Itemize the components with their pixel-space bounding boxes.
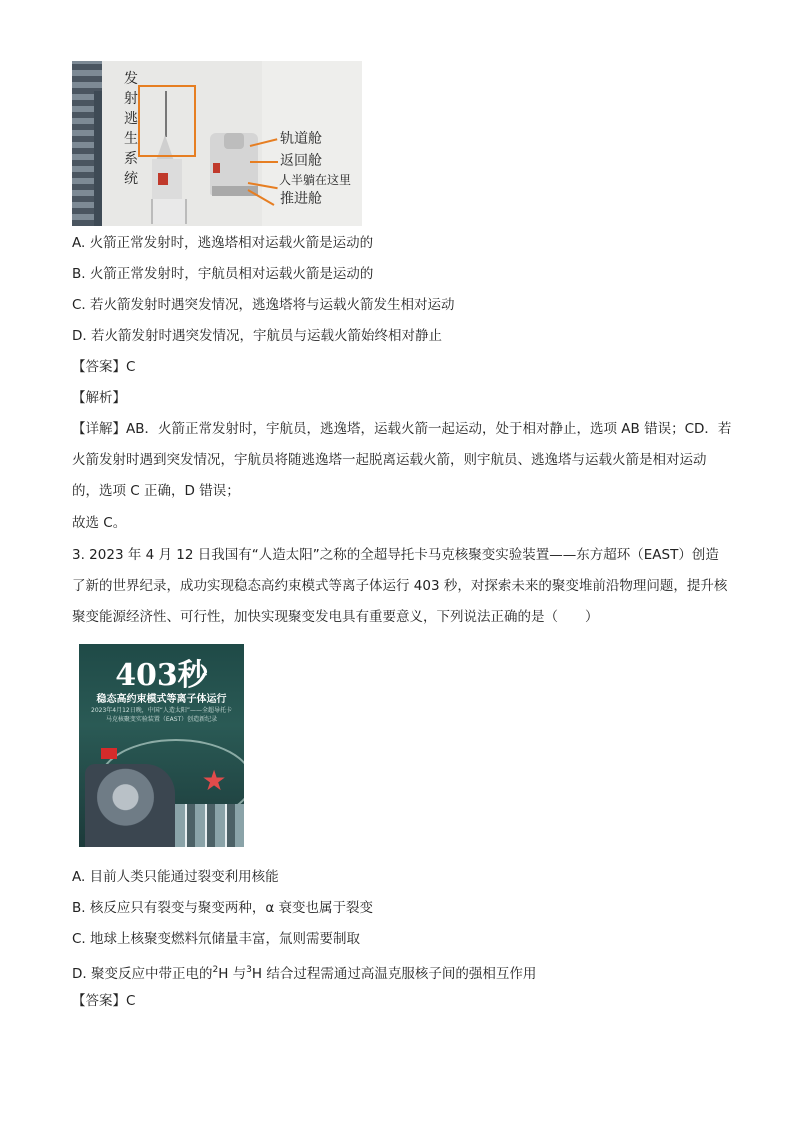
q2-option-d: D. 若火箭发射时遇突发情况，宇航员与运载火箭始终相对静止: [72, 328, 442, 344]
rocket-figure: [72, 61, 362, 226]
q3-option-d: [72, 960, 536, 984]
q3-answer-line: [72, 991, 135, 1011]
q2-conclusion: 故选 C。: [72, 515, 127, 531]
q2-option-a: A. 火箭正常发射时，逃逸塔相对运载火箭是运动的: [72, 235, 374, 251]
mass-number-2: 2: [212, 965, 219, 975]
label-char: 射: [124, 91, 138, 107]
escape-system-highlight: [138, 85, 196, 157]
tokamak-machine: [85, 764, 175, 847]
option-d-prefix: D. 聚变反应中带正电的: [72, 966, 213, 982]
label-char: 发: [124, 71, 138, 87]
star-icon: ★: [201, 764, 227, 797]
flag-mark: [158, 173, 168, 185]
q3-stem: 3. 2023 年 4 月 12 日我国有“人造太阳”之称的全超导托卡马克核聚变实验装置——东方超环（EAST）创造了新的世界纪录，成功实现稳态高约束模式等离子体运行 403 秒，对探索未来的聚变堆前沿物理问题，提升核聚变能源经济性、可行性，加快实现聚变发电具有重要意义，下列说法正确的是（ ）: [72, 547, 728, 625]
answer-tag: 【答案】: [72, 993, 126, 1009]
q3-option-a: A. 目前人类只能通过裂变利用核能: [72, 869, 279, 885]
option-d-rest: H 结合过程需通过高温克服核子间的强相互作用: [251, 966, 537, 982]
q2-option-c: C. 若火箭发射时遇突发情况，逃逸塔将与运载火箭发生相对运动: [72, 297, 455, 313]
answer-value: C: [126, 359, 136, 375]
flag-icon: [101, 748, 117, 759]
poster-description: 2023年4月12日晚，中国“人造太阳”——全超导托卡马克核聚变实验装置（EAST）创造新纪录: [91, 707, 232, 723]
label-propulsion-module: 推进舱: [280, 191, 322, 207]
arrow-return: [250, 161, 278, 163]
rocket-body: [151, 199, 187, 224]
detail-tag: 【详解】: [72, 421, 126, 437]
answer-tag: 【答案】: [72, 359, 126, 375]
q2-analysis-tag: 【解析】: [72, 390, 126, 406]
detail-text: AB．火箭正常发射时，宇航员，逃逸塔，运载火箭一起运动，处于相对静止，选项 AB 错误；CD．若火箭发射时遇到突发情况，宇航员将随逃逸塔一起脱离运载火箭，则宇航员、逃逸塔与运载火箭是相对运动的，选项 C 正确，D 错误；: [72, 421, 732, 499]
poster-subtitle: 稳态高约束模式等离子体运行: [96, 694, 227, 705]
poster-title: 403秒: [115, 658, 208, 693]
east-poster: [79, 644, 244, 847]
label-orbital-module: 轨道舱: [280, 131, 322, 147]
launch-tower-beam: [94, 91, 102, 226]
q2-answer-line: [72, 357, 135, 377]
control-room-strip: [175, 804, 244, 847]
label-char: 生: [124, 131, 138, 147]
label-char: 系: [124, 151, 138, 167]
q2-option-b: B. 火箭正常发射时，宇航员相对运载火箭是运动的: [72, 266, 374, 282]
label-return-module: 返回舱: [280, 153, 322, 169]
q3-option-c: C. 地球上核聚变燃料氘储量丰富，氚则需要制取: [72, 931, 361, 947]
option-d-h1: H 与: [218, 966, 247, 982]
label-note: 人半躺在这里: [279, 173, 352, 187]
mass-number-3: 3: [246, 965, 252, 975]
spacecraft-top: [224, 133, 244, 149]
q3-option-b: B. 核反应只有裂变与聚变两种，α 衰变也属于裂变: [72, 900, 374, 916]
q2-detail: [72, 414, 732, 507]
answer-value: C: [126, 993, 136, 1009]
spacecraft-flag: [213, 163, 220, 173]
label-char: 统: [124, 171, 138, 187]
label-char: 逃: [124, 111, 138, 127]
